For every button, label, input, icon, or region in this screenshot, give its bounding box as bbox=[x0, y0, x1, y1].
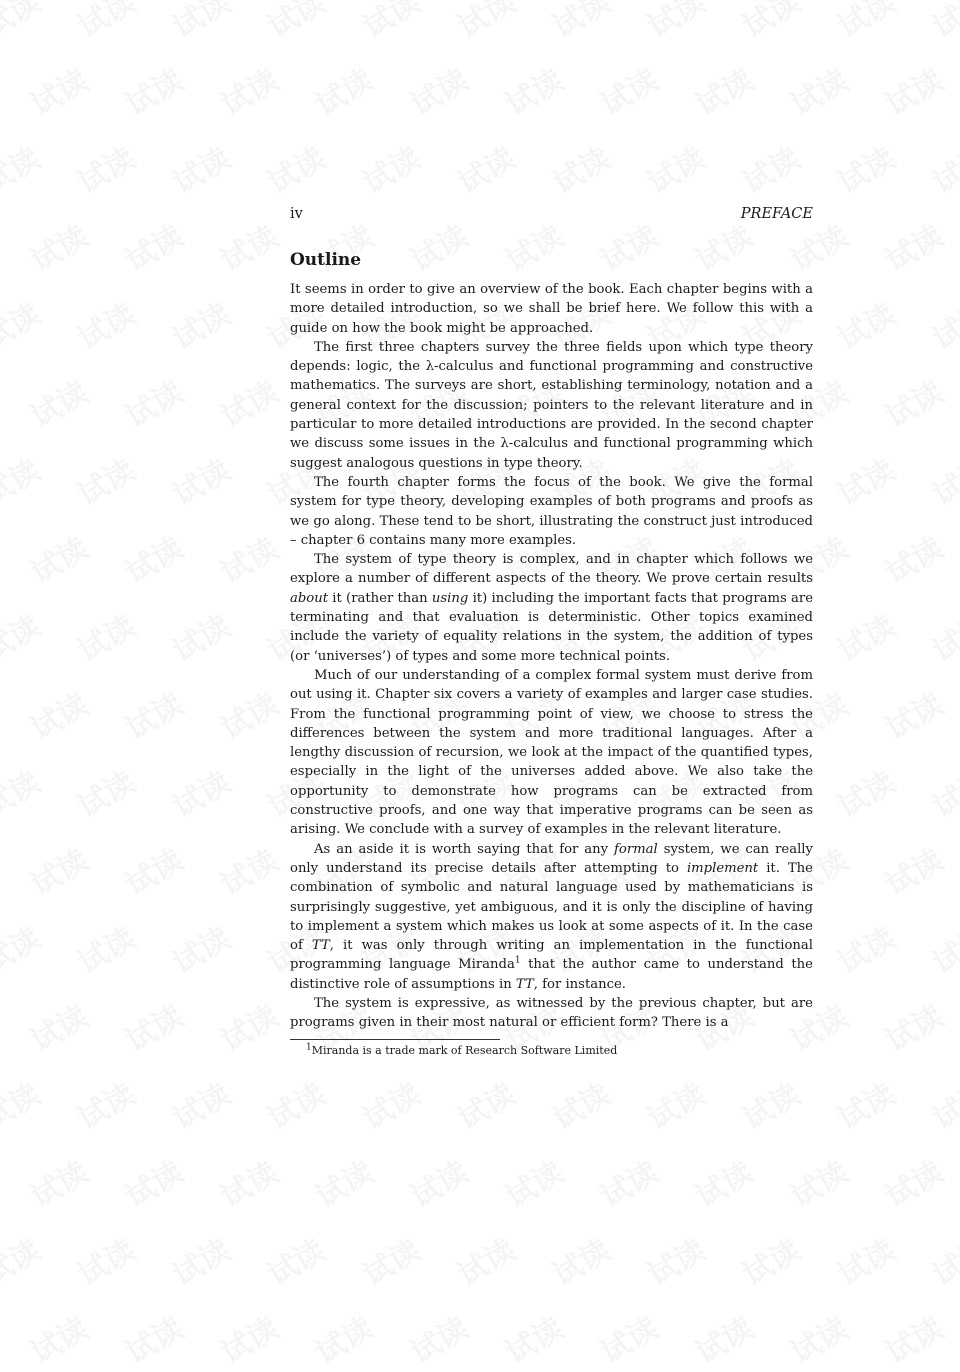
watermark-text bbox=[163, 0, 237, 46]
watermark-text bbox=[116, 1304, 190, 1372]
page-number: iv bbox=[290, 206, 303, 222]
watermark-text bbox=[923, 134, 960, 202]
watermark-text bbox=[116, 992, 190, 1060]
watermark-text bbox=[21, 1148, 95, 1216]
paragraph-4-text-1: The system of type theory is complex, and in chapter which follows we explore a number of different aspects of the theory. We prove certain results bbox=[290, 552, 813, 587]
watermark-text bbox=[686, 56, 760, 124]
watermark-text bbox=[876, 680, 950, 748]
watermark-text bbox=[0, 134, 47, 202]
watermark-text bbox=[0, 290, 47, 358]
footnote-text: Miranda is a trade mark of Research Software Limited bbox=[311, 1043, 618, 1057]
paragraph-6-text-1: As an aside it is worth saying that for any bbox=[314, 841, 609, 857]
watermark-text bbox=[828, 1070, 902, 1138]
math-tt-2: TT bbox=[515, 976, 534, 992]
watermark-text bbox=[828, 914, 902, 982]
watermark-text bbox=[211, 56, 285, 124]
watermark-text bbox=[733, 1226, 807, 1294]
watermark-text bbox=[21, 680, 95, 748]
watermark-text bbox=[0, 1226, 47, 1294]
watermark-text bbox=[163, 1226, 237, 1294]
paragraph-2: The first three chapters survey the three fields upon which type theory depends: logic, the λ-calculus and functional programming and constructive mathematics. The surveys are short, establishing terminology, notation and a general context for the discussion; pointers to the relevant literature and in particular to more detailed introductions are provided. In the second chapter we discuss some issues in the λ-calculus and functional programming which suggest analogous questions in type theory. bbox=[290, 339, 813, 471]
watermark-text bbox=[68, 602, 142, 670]
watermark-text bbox=[876, 1148, 950, 1216]
watermark-text bbox=[258, 0, 332, 46]
watermark-text bbox=[21, 56, 95, 124]
watermark-text bbox=[0, 602, 47, 670]
watermark-text bbox=[68, 446, 142, 514]
paragraph-4-text-3: it) including the important facts that programs are terminating and that evaluation is deterministic. Other topics examined include the variety of equality relations in the system, the addition of types (or ‘universes’) of types and some more technical points. bbox=[290, 590, 813, 664]
watermark-text bbox=[496, 1148, 570, 1216]
watermark-text bbox=[211, 524, 285, 592]
watermark-text bbox=[686, 1304, 760, 1372]
watermark-text bbox=[828, 134, 902, 202]
watermark-text bbox=[638, 134, 712, 202]
watermark-text bbox=[591, 56, 665, 124]
page bbox=[290, 206, 813, 1058]
watermark-text bbox=[68, 758, 142, 826]
watermark-text bbox=[828, 758, 902, 826]
emphasis-formal: formal bbox=[614, 841, 658, 857]
watermark-text bbox=[543, 134, 617, 202]
watermark-text bbox=[828, 0, 902, 46]
watermark-text bbox=[116, 368, 190, 436]
watermark-text bbox=[923, 1070, 960, 1138]
watermark-text bbox=[733, 1070, 807, 1138]
watermark-text bbox=[496, 56, 570, 124]
watermark-text bbox=[876, 1304, 950, 1372]
watermark-text bbox=[21, 836, 95, 904]
watermark-text bbox=[448, 0, 522, 46]
watermark-text bbox=[21, 368, 95, 436]
watermark-text bbox=[543, 1070, 617, 1138]
watermark-text bbox=[258, 134, 332, 202]
watermark-text bbox=[306, 1304, 380, 1372]
watermark-text bbox=[781, 1304, 855, 1372]
paragraph-1: It seems in order to give an overview of the book. Each chapter begins with a more detailed introduction, so we shall be brief here. We follow this with a guide on how the book might be approached. bbox=[290, 282, 813, 336]
paragraph-4 bbox=[290, 550, 813, 666]
watermark-text bbox=[923, 446, 960, 514]
paragraph-7: The system is expressive, as witnessed by the previous chapter, but are programs given in their most natural or efficient form? There is a bbox=[290, 995, 813, 1031]
watermark-text bbox=[591, 1148, 665, 1216]
watermark-text bbox=[211, 1304, 285, 1372]
watermark-text bbox=[211, 836, 285, 904]
watermark-text bbox=[163, 446, 237, 514]
watermark-text bbox=[116, 1148, 190, 1216]
watermark-text bbox=[68, 1226, 142, 1294]
watermark-text bbox=[21, 212, 95, 280]
watermark-text bbox=[923, 0, 960, 46]
watermark-text bbox=[923, 758, 960, 826]
watermark-text bbox=[496, 1304, 570, 1372]
watermark-text bbox=[828, 446, 902, 514]
footnote-marker[interactable]: 1 bbox=[514, 956, 521, 966]
watermark-text bbox=[211, 1148, 285, 1216]
watermark-text bbox=[21, 524, 95, 592]
watermark-text bbox=[163, 914, 237, 982]
watermark-text bbox=[828, 1226, 902, 1294]
watermark-text bbox=[401, 56, 475, 124]
watermark-text bbox=[923, 602, 960, 670]
section-title: Outline bbox=[290, 250, 362, 270]
paragraph-3: The fourth chapter forms the focus of the book. We give the formal system for type theory, developing examples of both programs and proofs as we go along. These tend to be short, illustrating the construct just introduced – chapter 6 contains many more examples. bbox=[290, 474, 813, 548]
footnote-number: 1 bbox=[306, 1041, 312, 1052]
emphasis-using: using bbox=[431, 590, 469, 606]
watermark-text bbox=[116, 212, 190, 280]
watermark-text bbox=[163, 134, 237, 202]
watermark-text bbox=[353, 1070, 427, 1138]
watermark-text bbox=[876, 836, 950, 904]
watermark-text bbox=[258, 1070, 332, 1138]
watermark-text bbox=[638, 1226, 712, 1294]
watermark-text bbox=[923, 914, 960, 982]
watermark-text bbox=[638, 0, 712, 46]
watermark-text bbox=[401, 1148, 475, 1216]
watermark-text bbox=[733, 134, 807, 202]
watermark-text bbox=[68, 0, 142, 46]
watermark-text bbox=[401, 1304, 475, 1372]
watermark-text bbox=[543, 1226, 617, 1294]
math-tt-1: TT bbox=[311, 938, 330, 954]
paragraph-6-text-3: it. The combination of symbolic and natural language used by mathematicians is surprisingly suggestive, yet ambiguous, and it is only the discipline of having to implement a system which makes us look at some aspects of it. In the case of bbox=[290, 860, 813, 954]
body-text bbox=[290, 280, 813, 1033]
watermark-text bbox=[353, 134, 427, 202]
watermark-text bbox=[163, 602, 237, 670]
watermark-text bbox=[0, 0, 47, 46]
watermark-text bbox=[876, 212, 950, 280]
watermark-text bbox=[923, 290, 960, 358]
paragraph-6-text-2: system, we can really only understand its precise details after attempting to bbox=[290, 841, 813, 876]
watermark-text bbox=[116, 56, 190, 124]
watermark-text bbox=[543, 0, 617, 46]
watermark-text bbox=[116, 836, 190, 904]
running-title: PREFACE bbox=[740, 206, 813, 222]
watermark-text bbox=[0, 758, 47, 826]
paragraph-5: Much of our understanding of a complex formal system must derive from out using it. Chapter six covers a variety of examples and larger case studies. From the functional programming point of view, we choose to stress the differences between the system and more traditional languages. After a lengthy discussion of recursion, we look at the impact of the quantified types, especially in the light of the universes added above. We also take the opportunity to demonstrate how programs can be extracted from constructive proofs, and one way that imperative programs can be seen as arising. We conclude with a survey of examples in the relevant literature. bbox=[290, 667, 813, 838]
watermark-text bbox=[448, 1070, 522, 1138]
paragraph-6-text-5: that the author came to understand the distinctive role of assumptions in bbox=[290, 957, 813, 992]
paragraph-6-text-6: , for instance. bbox=[533, 976, 626, 992]
emphasis-about: about bbox=[290, 590, 329, 606]
running-head bbox=[290, 206, 813, 228]
watermark-text bbox=[448, 1226, 522, 1294]
watermark-text bbox=[0, 914, 47, 982]
watermark-text bbox=[68, 1070, 142, 1138]
watermark-text bbox=[591, 1304, 665, 1372]
watermark-text bbox=[116, 524, 190, 592]
watermark-text bbox=[876, 368, 950, 436]
watermark-text bbox=[0, 446, 47, 514]
watermark-text bbox=[353, 0, 427, 46]
watermark-text bbox=[211, 368, 285, 436]
watermark-text bbox=[116, 680, 190, 748]
footnote-rule bbox=[290, 1039, 500, 1040]
watermark-text bbox=[163, 758, 237, 826]
paragraph-4-text-2: it (rather than bbox=[332, 590, 428, 606]
watermark-text bbox=[211, 680, 285, 748]
watermark-text bbox=[876, 524, 950, 592]
watermark-text bbox=[638, 1070, 712, 1138]
watermark-text bbox=[0, 1070, 47, 1138]
emphasis-implement: implement bbox=[686, 860, 759, 876]
watermark-text bbox=[21, 992, 95, 1060]
watermark-text bbox=[828, 290, 902, 358]
watermark-text bbox=[258, 1226, 332, 1294]
watermark-text bbox=[163, 1070, 237, 1138]
watermark-text bbox=[876, 992, 950, 1060]
watermark-text bbox=[781, 1148, 855, 1216]
paragraph-6 bbox=[290, 840, 813, 994]
watermark-text bbox=[21, 1304, 95, 1372]
footnote bbox=[290, 1043, 813, 1058]
watermark-text bbox=[353, 1226, 427, 1294]
watermark-text bbox=[163, 290, 237, 358]
watermark-text bbox=[306, 56, 380, 124]
watermark-text bbox=[686, 1148, 760, 1216]
watermark-text bbox=[828, 602, 902, 670]
watermark-text bbox=[68, 290, 142, 358]
watermark-text bbox=[68, 914, 142, 982]
watermark-text bbox=[306, 1148, 380, 1216]
watermark-text bbox=[781, 56, 855, 124]
watermark-text bbox=[448, 134, 522, 202]
watermark-text bbox=[211, 992, 285, 1060]
watermark-text bbox=[733, 0, 807, 46]
watermark-text bbox=[211, 212, 285, 280]
watermark-text bbox=[923, 1226, 960, 1294]
paragraph-6-text-4: , it was only through writing an implementation in the functional programming language Miranda bbox=[290, 938, 813, 973]
watermark-text bbox=[876, 56, 950, 124]
watermark-text bbox=[68, 134, 142, 202]
